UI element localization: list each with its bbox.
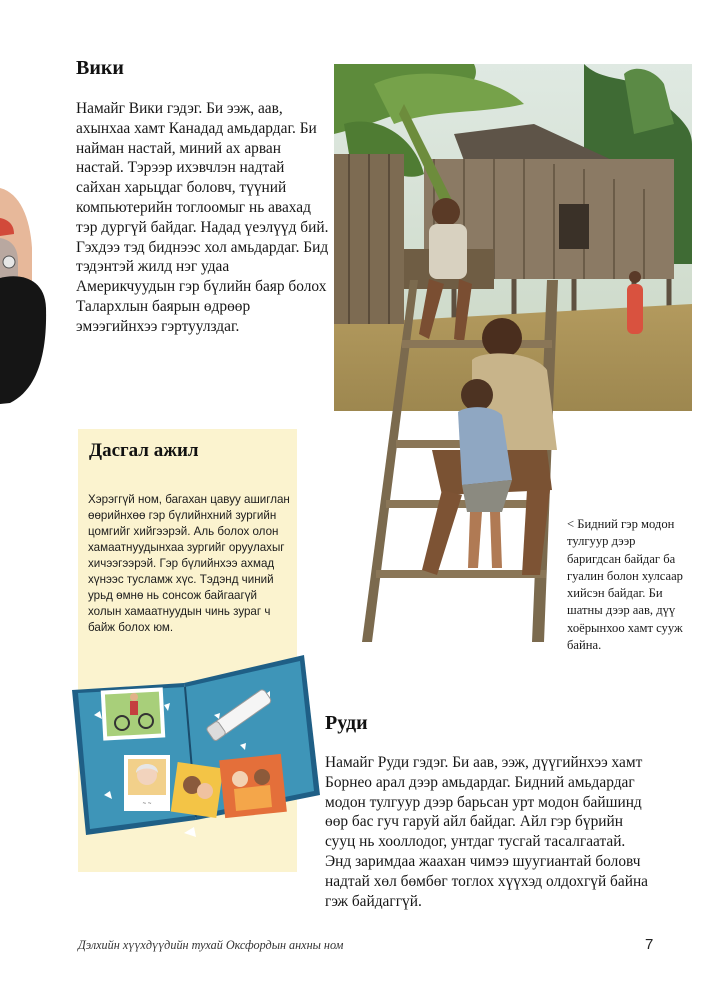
- page-number: 7: [645, 936, 654, 953]
- vicky-paragraph: Намайг Вики гэдэг. Би ээж, аав, ахынхаа хамт Канадад амьдардаг. Би найман настай, миний ах арван настай. Тэрээр ихэвчлэн надтай сайхан харьцдаг боловч, түүний компьютерийн тоглоомыг нь авахад тэр дургүй байдаг. Надад үеэлүүд бий. Гэхдээ тэд биднээс хол амьдардаг. Бид тэдэнтэй жилд нэг удаа Америкчуудын гэр бүлийн баяр болох Талархлын баярын өдрөөр эмээгийнхээ гэртуулздаг.: [76, 100, 329, 335]
- photo-caption: < Бидний гэр модон тулгуур дээр баригдсан байдаг ба гуалин болон хулсаар хийсэн байдаг. Би шатны дээр аав, дүү хоёрынхоо хамт сууж байна.: [567, 517, 683, 653]
- child-with-camera-photo: [0, 178, 48, 408]
- family-on-ladder-photo: [362, 280, 562, 642]
- rudi-heading: Руди: [325, 712, 368, 734]
- photo-label: ~ ~: [142, 801, 152, 807]
- rudi-paragraph: Намайг Руди гэдэг. Би аав, ээж, дүүгийнхээ хамт Борнео арал дээр амьдардаг. Бидний амьдардаг модон тулгуур дээр барьсан урт модон байшинд өөр бас гуч гаруй айл байдаг. Айл гэр бүрийн сууц нь хооллодог, унтдаг тусгай тасалгаатай. Энд заримдаа жаахан чимээ шуугиантай боловч надтай хөл бөмбөг тоглох хүүхэд олдохгүй байна гэж байдаггүй.: [325, 754, 649, 910]
- vicky-heading: Вики: [76, 57, 124, 79]
- activity-heading: Дасгал ажил: [89, 440, 199, 461]
- photo-album-illustration: [64, 645, 324, 845]
- book-title-footer: Дэлхийн хүүхдүүдийн тухай Оксфордын анхны ном: [78, 938, 344, 952]
- activity-paragraph: Хэрэггүй ном, багахан цавуу ашиглан өөрийнхөө гэр бүлийнхний зургийн цомгийг хийгээрэй. Аль болох олон хамаатнуудынхаа зургийг оруулахыг хичээгээрэй. Гэр бүлийнхээ ахмад хүнээс тусламж хүс. Тэдэнд чиний урьд өмнө нь сонсож байгаагүй холын хамаатнуудын чинь зураг ч байж болох юм.: [88, 492, 290, 635]
